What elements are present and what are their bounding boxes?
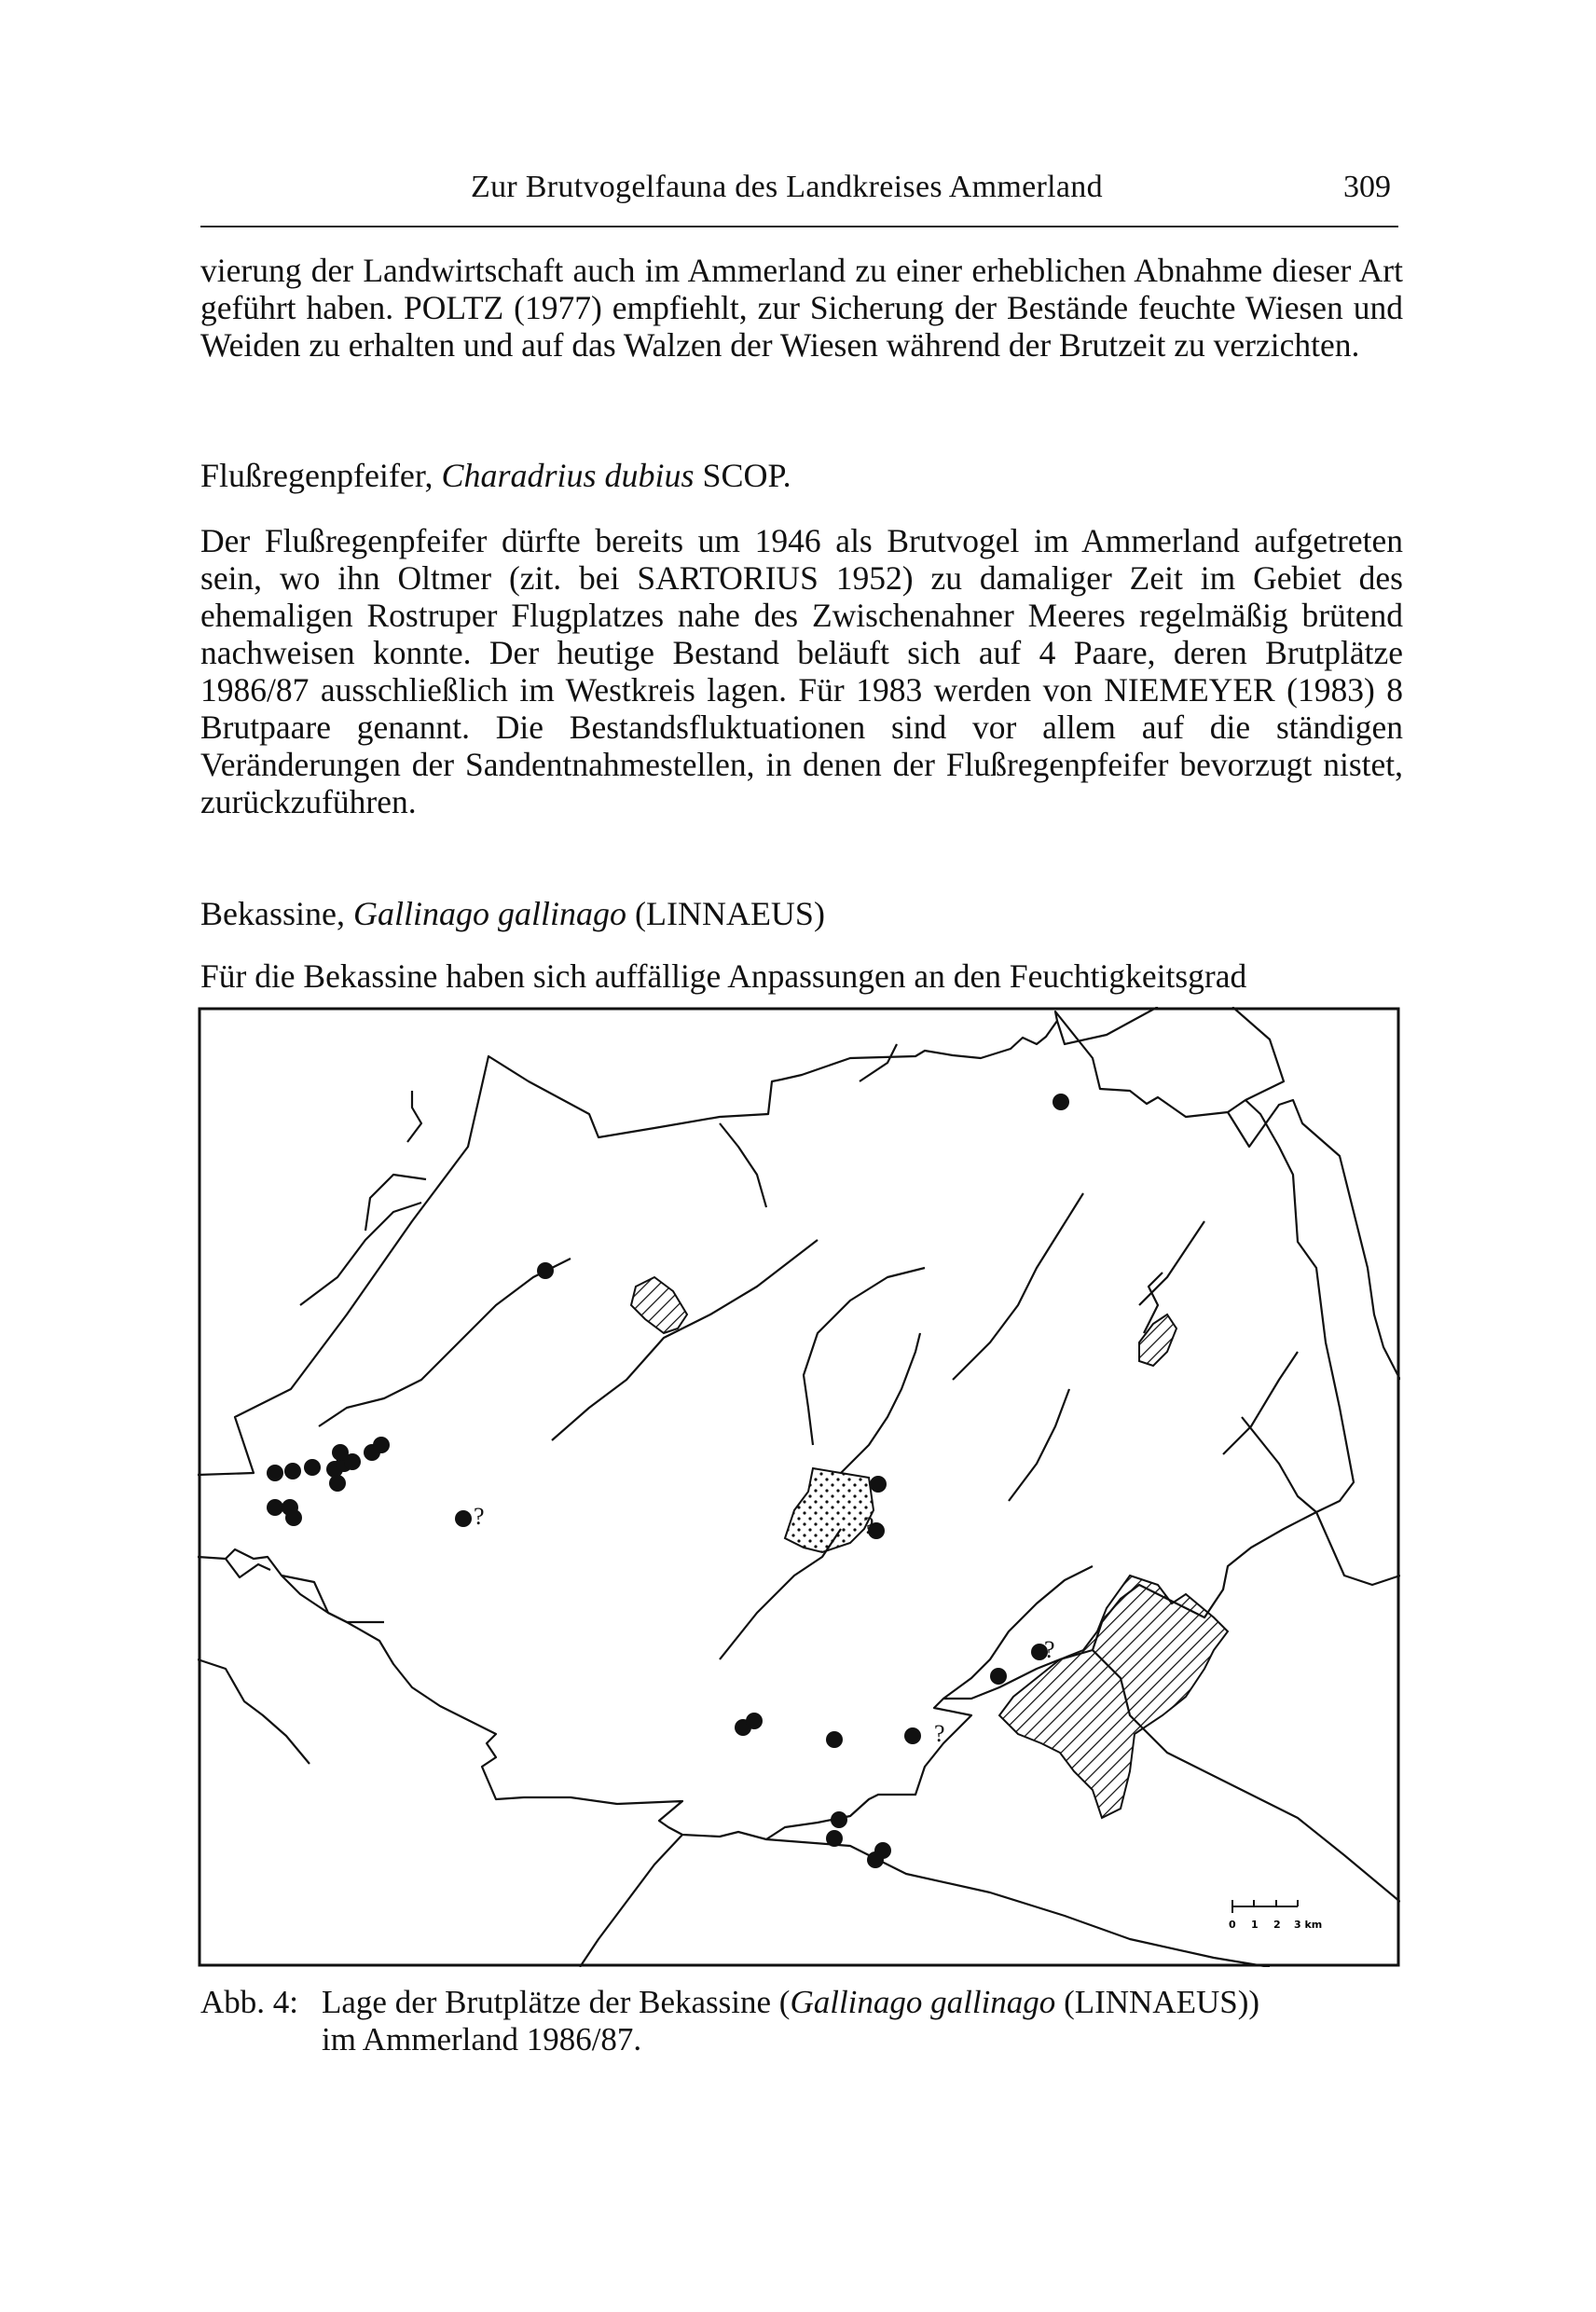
figure-caption	[200, 1984, 1259, 2058]
heading-bekassine	[200, 895, 1403, 932]
breeding-site-marker	[746, 1713, 763, 1729]
breeding-site-marker	[329, 1475, 346, 1492]
heading-author: (LINNAEUS)	[634, 895, 825, 932]
caption-text: Lage der Brutplätze der Bekassine (	[322, 1984, 791, 2020]
paragraph-flussregenpfeifer: Der Flußregenpfeifer dürfte bereits um 1946 als Brutvogel im Ammerland aufgetreten sein, wo ihn Oltmer (zit. bei SARTORIUS 1952) zu damaliger Zeit im Gebiet des ehemaligen Rostruper Flugplatzes nahe des Zwischenahner Meeres regelmäßig brütend nachweisen konnte. Der heutige Bestand beläuft sich auf 4 Paare, deren Brutplätze 1986/87 ausschließlich im Westkreis lagen. Für 1983 werden von NIEMEYER (1983) 8 Brutpaare genannt. Die Bestandsfluktuationen sind vor allem auf die ständigen Veränderungen der Sandentnahmestellen, in denen der Flußregenpfeifer bevorzugt nistet, zurückzuführen.	[200, 522, 1403, 820]
breeding-site-marker	[867, 1851, 884, 1868]
scale-label: 0	[1229, 1919, 1236, 1931]
heading-author: SCOP.	[702, 457, 791, 494]
breeding-site-marker	[267, 1499, 283, 1516]
heading-flussregenpfeifer	[200, 457, 1403, 494]
breeding-site-marker	[1053, 1094, 1069, 1110]
breeding-site-map	[198, 1007, 1400, 1967]
scale-label: 1	[1251, 1919, 1259, 1931]
breeding-site-marker	[826, 1731, 843, 1748]
page-number: 309	[1343, 170, 1391, 204]
breeding-site-marker	[304, 1459, 321, 1476]
breeding-site-marker	[285, 1509, 302, 1526]
uncertain-site-mark: ?	[934, 1720, 945, 1747]
scale-label: 2	[1273, 1919, 1281, 1931]
heading-common-name: Bekassine,	[200, 895, 345, 932]
heading-latin-name: Charadrius dubius	[441, 457, 695, 494]
scale-label: 3 km	[1294, 1919, 1323, 1931]
caption-line-2: im Ammerland 1986/87.	[322, 2021, 642, 2057]
breeding-site-marker	[990, 1668, 1007, 1685]
breeding-site-marker	[537, 1262, 554, 1279]
breeding-site-marker	[826, 1830, 843, 1847]
breeding-site-marker	[284, 1463, 301, 1479]
caption-text: (LINNAEUS))	[1055, 1984, 1260, 2020]
breeding-site-marker	[332, 1444, 349, 1461]
page-header	[200, 170, 1398, 227]
running-title: Zur Brutvogelfauna des Landkreises Ammerland	[471, 170, 1103, 204]
caption-label: Abb. 4:	[200, 1984, 298, 2020]
map-frame	[200, 1009, 1398, 1965]
breeding-site-marker	[373, 1437, 390, 1453]
breeding-site-marker	[904, 1727, 921, 1744]
paragraph-bekassine: Für die Bekassine haben sich auffällige Anpassungen an den Feuchtigkeitsgrad	[200, 957, 1247, 995]
heading-latin-name: Gallinago gallinago	[352, 895, 626, 932]
breeding-site-marker	[455, 1510, 472, 1527]
uncertain-site-mark: ?	[863, 1512, 874, 1539]
caption-latin-name: Gallinago gallinago	[790, 1984, 1056, 2020]
breeding-site-marker	[267, 1465, 283, 1481]
heading-common-name: Flußregenpfeifer,	[200, 457, 433, 494]
breeding-site-marker	[870, 1476, 887, 1493]
breeding-site-marker	[831, 1811, 847, 1828]
paragraph-intro: vierung der Landwirtschaft auch im Ammerland zu einer erheblichen Abnahme dieser Art geführt haben. POLTZ (1977) empfiehlt, zur Sicherung der Bestände feuchte Wiesen und Weiden zu erhalten und auf das Walzen der Wiesen während der Brutzeit zu verzichten.	[200, 252, 1403, 364]
uncertain-site-mark: ?	[1044, 1636, 1055, 1663]
uncertain-site-mark: ?	[474, 1503, 485, 1530]
